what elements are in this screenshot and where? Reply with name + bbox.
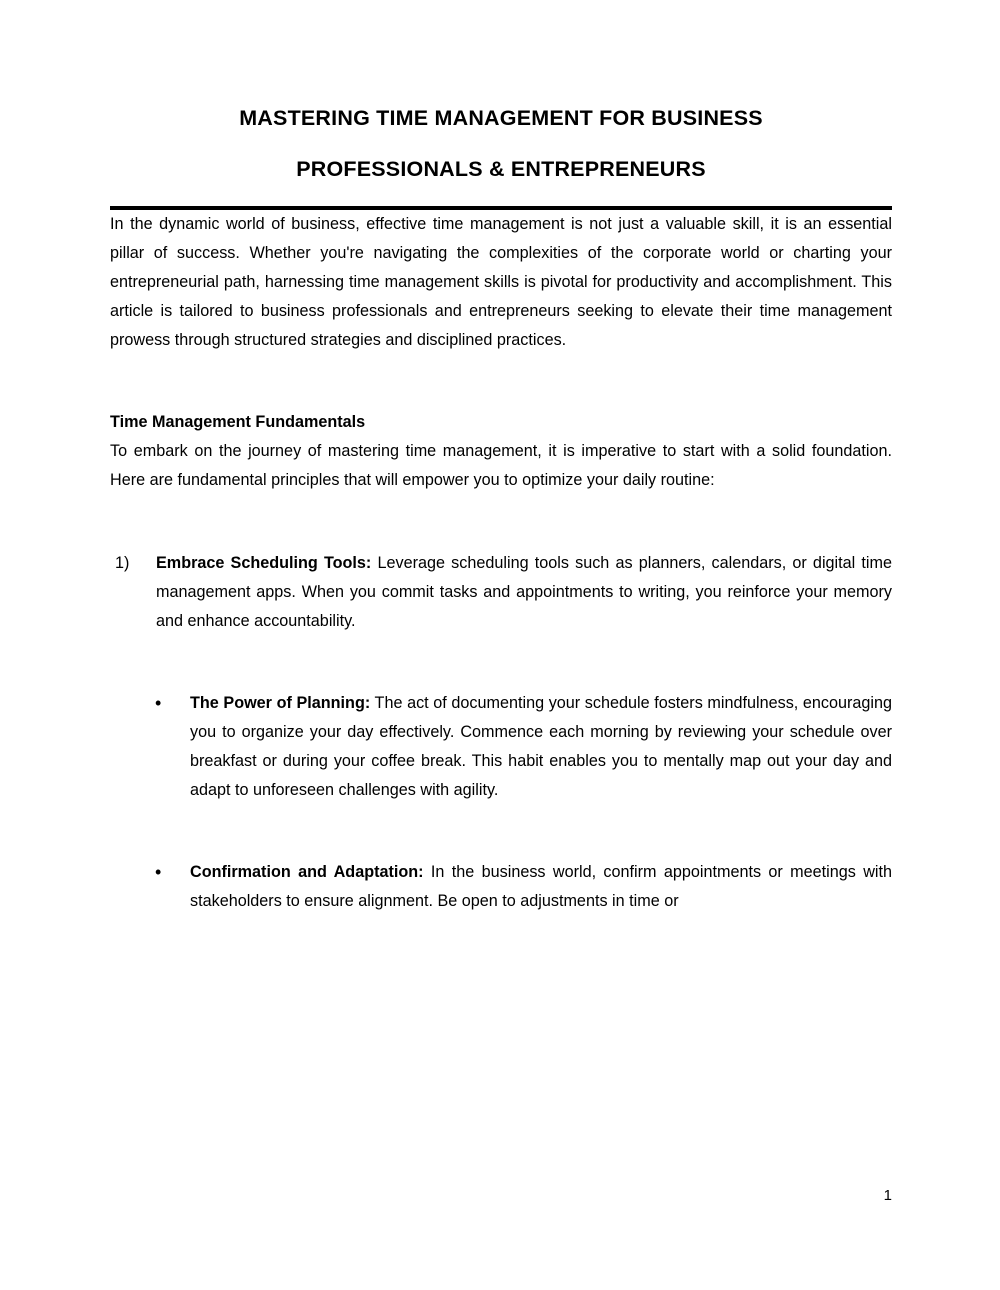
- intro-paragraph: In the dynamic world of business, effective time management is not just a valuable skill, it is an essential pillar of success. Whether you're navigating the complexities of the corporate world or charting your entrepreneurial path, harnessing time management skills is pivotal for productivity and accomplishment. This article is tailored to business professionals and entrepreneurs seeking to elevate their time management prowess through structured strategies and disciplined practices.: [110, 215, 892, 349]
- bullet-icon: •: [155, 862, 162, 882]
- section-heading-fundamentals: Time Management Fundamentals: [110, 413, 366, 431]
- page-title-line-2: PROFESSIONALS & ENTREPRENEURS: [296, 156, 706, 181]
- list-item-lead: The Power of Planning:: [190, 694, 371, 712]
- page-title-line-1: MASTERING TIME MANAGEMENT FOR BUSINESS: [239, 106, 763, 130]
- list-item: [110, 689, 892, 805]
- document-content: [110, 0, 892, 916]
- list-marker: 1): [115, 554, 130, 572]
- bullet-list: [110, 689, 892, 916]
- bullet-icon: •: [155, 693, 162, 713]
- list-item-lead: Embrace Scheduling Tools:: [156, 554, 372, 572]
- list-item: [110, 549, 892, 636]
- list-item-text: Leverage scheduling tools such as planners, calendars, or digital time management apps. When you commit tasks and appointments to writing, you reinforce your memory and enhance accountability.: [156, 554, 892, 630]
- page-number: 1: [883, 1187, 892, 1204]
- numbered-list: [110, 549, 892, 636]
- list-item-text: The act of documenting your schedule fosters mindfulness, encouraging you to organize your day effectively. Commence each morning by reviewing your schedule over breakfast or during your coffee break. This habit enables you to mentally map out your day and adapt to unforeseen challenges with agility.: [190, 694, 893, 799]
- foundation-paragraph: To embark on the journey of mastering time management, it is imperative to start with a solid foundation. Here are fundamental principles that will empower you to optimize your daily routine:: [110, 442, 892, 489]
- list-item-lead: Confirmation and Adaptation:: [190, 863, 424, 881]
- list-item: [110, 858, 892, 916]
- list-item-text: In the business world, confirm appointments or meetings with stakeholders to ensure alignment. Be open to adjustments in time or: [190, 863, 892, 910]
